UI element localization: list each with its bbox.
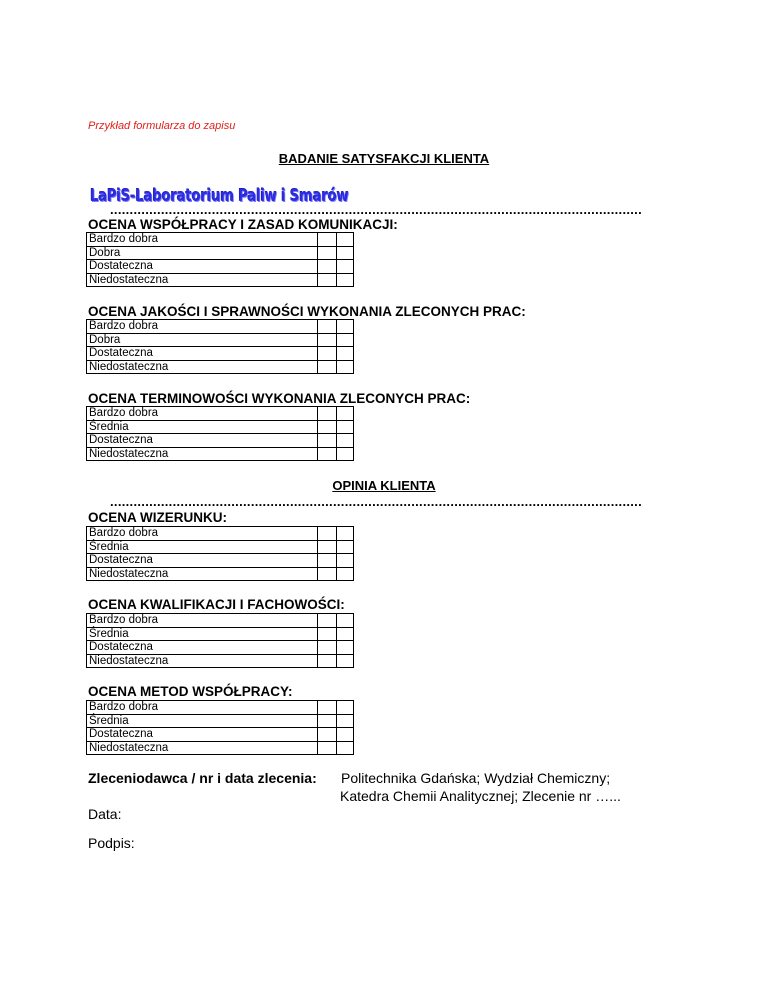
section-heading-image: OCENA WIZERUNKU: <box>88 510 227 525</box>
rating-checkbox[interactable] <box>337 554 354 568</box>
rating-checkbox[interactable] <box>318 741 337 755</box>
client-label: Zleceniodawca / nr i data zlecenia: <box>88 770 317 786</box>
rating-checkbox[interactable] <box>318 567 337 581</box>
rating-checkbox[interactable] <box>318 407 337 421</box>
rating-checkbox[interactable] <box>337 360 354 374</box>
option-label: Dostateczna <box>87 260 318 274</box>
section-heading-quality: OCENA JAKOŚCI I SPRAWNOŚCI WYKONANIA ZLECONYCH PRAC: <box>88 304 526 319</box>
rating-checkbox[interactable] <box>337 320 354 334</box>
rating-checkbox[interactable] <box>337 260 354 274</box>
option-label: Dostateczna <box>87 728 318 742</box>
rating-checkbox[interactable] <box>318 434 337 448</box>
example-note: Przykład formularza do zapisu <box>88 120 236 132</box>
table-row <box>87 614 354 628</box>
opinion-title: OPINIA KLIENTA <box>332 478 436 493</box>
form-title: BADANIE SATYSFAKCJI KLIENTA <box>278 151 490 166</box>
rating-checkbox[interactable] <box>337 728 354 742</box>
option-label: Dostateczna <box>87 554 318 568</box>
option-label: Bardzo dobra <box>87 614 318 628</box>
rating-checkbox[interactable] <box>318 527 337 541</box>
rating-table-qualifications <box>86 613 354 668</box>
rating-checkbox[interactable] <box>337 627 354 641</box>
table-row <box>87 654 354 668</box>
table-row <box>87 246 354 260</box>
table-row <box>87 627 354 641</box>
table-row <box>87 554 354 568</box>
rating-checkbox[interactable] <box>318 701 337 715</box>
client-value-line2: Katedra Chemii Analitycznej; Zlecenie nr …... <box>340 788 621 804</box>
rating-checkbox[interactable] <box>337 233 354 247</box>
table-row <box>87 420 354 434</box>
rating-checkbox[interactable] <box>318 540 337 554</box>
rating-checkbox[interactable] <box>337 741 354 755</box>
lab-logo: LaPiS-Laboratorium Paliw i Smarów <box>90 186 349 206</box>
section-heading-methods: OCENA METOD WSPÓŁPRACY: <box>88 684 293 699</box>
rating-checkbox[interactable] <box>318 260 337 274</box>
option-label: Niedostateczna <box>87 360 318 374</box>
section-heading-qualifications: OCENA KWALIFIKACJI I FACHOWOŚCI: <box>88 597 345 612</box>
rating-checkbox[interactable] <box>318 273 337 287</box>
rating-table-timeliness <box>86 406 354 461</box>
table-row <box>87 728 354 742</box>
option-label: Niedostateczna <box>87 447 318 461</box>
option-label: Dobra <box>87 246 318 260</box>
option-label: Średnia <box>87 540 318 554</box>
option-label: Niedostateczna <box>87 741 318 755</box>
table-row <box>87 434 354 448</box>
rating-checkbox[interactable] <box>337 714 354 728</box>
rating-checkbox[interactable] <box>337 701 354 715</box>
option-label: Bardzo dobra <box>87 233 318 247</box>
rating-table-methods <box>86 700 354 755</box>
table-row <box>87 741 354 755</box>
table-row <box>87 320 354 334</box>
option-label: Dostateczna <box>87 347 318 361</box>
option-label: Bardzo dobra <box>87 320 318 334</box>
rating-checkbox[interactable] <box>337 347 354 361</box>
rating-checkbox[interactable] <box>337 540 354 554</box>
table-row <box>87 540 354 554</box>
section-heading-cooperation: OCENA WSPÓŁPRACY I ZASAD KOMUNIKACJI: <box>88 217 398 232</box>
table-row <box>87 233 354 247</box>
rating-checkbox[interactable] <box>318 627 337 641</box>
option-label: Średnia <box>87 627 318 641</box>
rating-checkbox[interactable] <box>318 554 337 568</box>
option-label: Dostateczna <box>87 641 318 655</box>
rating-checkbox[interactable] <box>337 654 354 668</box>
option-label: Bardzo dobra <box>87 527 318 541</box>
signature-label: Podpis: <box>88 835 135 851</box>
table-row <box>87 273 354 287</box>
rating-checkbox[interactable] <box>318 420 337 434</box>
date-label: Data: <box>88 806 122 822</box>
table-row <box>87 260 354 274</box>
rating-checkbox[interactable] <box>318 360 337 374</box>
dotted-line: ........................................................................................................................................ <box>110 203 643 217</box>
rating-checkbox[interactable] <box>318 320 337 334</box>
table-row <box>87 407 354 421</box>
rating-checkbox[interactable] <box>318 233 337 247</box>
option-label: Średnia <box>87 714 318 728</box>
table-row <box>87 714 354 728</box>
option-label: Średnia <box>87 420 318 434</box>
rating-table-quality <box>86 319 354 374</box>
rating-checkbox[interactable] <box>318 641 337 655</box>
rating-checkbox[interactable] <box>318 714 337 728</box>
option-label: Dobra <box>87 333 318 347</box>
rating-checkbox[interactable] <box>318 728 337 742</box>
rating-checkbox[interactable] <box>318 447 337 461</box>
table-row <box>87 447 354 461</box>
table-row <box>87 360 354 374</box>
rating-checkbox[interactable] <box>337 333 354 347</box>
option-label: Niedostateczna <box>87 273 318 287</box>
section-heading-timeliness: OCENA TERMINOWOŚCI WYKONANIA ZLECONYCH PRAC: <box>88 391 471 406</box>
table-row <box>87 701 354 715</box>
table-row <box>87 567 354 581</box>
rating-table-cooperation <box>86 232 354 287</box>
rating-checkbox[interactable] <box>318 614 337 628</box>
table-row <box>87 347 354 361</box>
option-label: Dostateczna <box>87 434 318 448</box>
option-label: Bardzo dobra <box>87 407 318 421</box>
rating-checkbox[interactable] <box>337 246 354 260</box>
rating-checkbox[interactable] <box>337 407 354 421</box>
table-row <box>87 333 354 347</box>
rating-checkbox[interactable] <box>318 333 337 347</box>
table-row <box>87 527 354 541</box>
rating-checkbox[interactable] <box>337 567 354 581</box>
rating-checkbox[interactable] <box>337 447 354 461</box>
dotted-line: ........................................................................................................................................ <box>110 495 643 509</box>
rating-checkbox[interactable] <box>318 246 337 260</box>
rating-table-image <box>86 526 354 581</box>
table-row <box>87 641 354 655</box>
option-label: Bardzo dobra <box>87 701 318 715</box>
option-label: Niedostateczna <box>87 567 318 581</box>
client-value-line1: Politechnika Gdańska; Wydział Chemiczny; <box>341 770 611 786</box>
rating-checkbox[interactable] <box>318 347 337 361</box>
rating-checkbox[interactable] <box>337 273 354 287</box>
rating-checkbox[interactable] <box>337 527 354 541</box>
rating-checkbox[interactable] <box>337 420 354 434</box>
rating-checkbox[interactable] <box>337 641 354 655</box>
rating-checkbox[interactable] <box>337 434 354 448</box>
rating-checkbox[interactable] <box>318 654 337 668</box>
option-label: Niedostateczna <box>87 654 318 668</box>
rating-checkbox[interactable] <box>337 614 354 628</box>
